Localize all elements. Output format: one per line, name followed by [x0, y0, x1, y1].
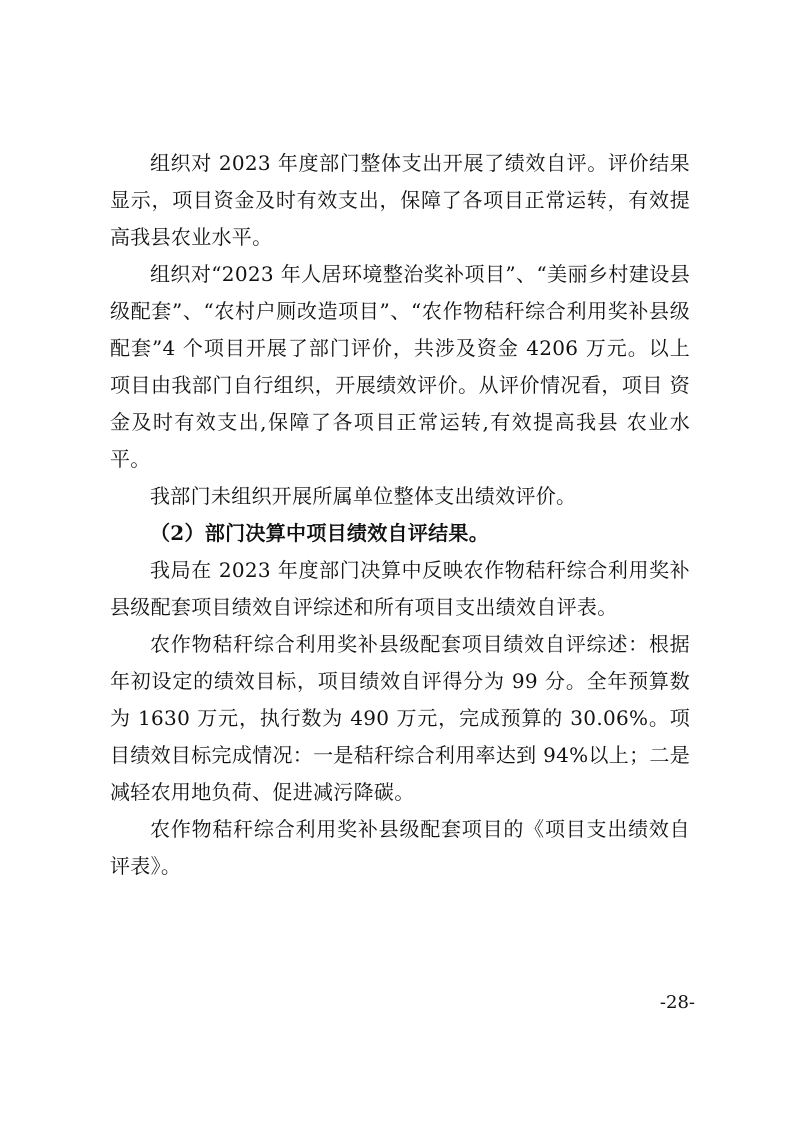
paragraph-straw-project-summary: 农作物秸秆综合利用奖补县级配套项目绩效自评综述：根据年初设定的绩效目标，项目绩效自评得分为 99 分。全年预算数为 1630 万元，执行数为 490 万元，完成预算的 30.06%。项目绩效目标完成情况：一是秸秆综合利用率达到 94%以上；二是减轻农用地负荷、促进减污降碳。 [110, 632, 690, 804]
paragraph-self-evaluation-table: 农作物秸秆综合利用奖补县级配套项目的《项目支出绩效自评表》。 [110, 817, 690, 878]
paragraph-subunit-evaluation: 我部门未组织开展所属单位整体支出绩效评价。 [150, 484, 577, 508]
section-heading: （2）部门决算中项目绩效自评结果。 [150, 521, 490, 545]
page-number: -28- [659, 992, 695, 1013]
paragraph-final-accounts: 我局在 2023 年度部门决算中反映农作物秸秆综合利用奖补县级配套项目绩效自评综述和所有项目支出绩效自评表。 [110, 558, 690, 619]
document-body [110, 145, 690, 885]
paragraph-dept-overall-evaluation: 组织对 2023 年度部门整体支出开展了绩效自评。评价结果显示，项目资金及时有效支出，保障了各项目正常运转，有效提高我县农业水平。 [110, 151, 690, 249]
paragraph-project-evaluation: 组织对“2023 年人居环境整治奖补项目”、“美丽乡村建设县级配套”、“农村户厕改造项目”、“农作物秸秆综合利用奖补县级配套”4 个项目开展了部门评价，共涉及资金 4206 万元。以上项目由我部门自行组织，开展绩效评价。从评价情况看，项目 资金及时有效支出,保障了各项目正常运转,有效提高我县 农业水平。 [110, 262, 690, 471]
